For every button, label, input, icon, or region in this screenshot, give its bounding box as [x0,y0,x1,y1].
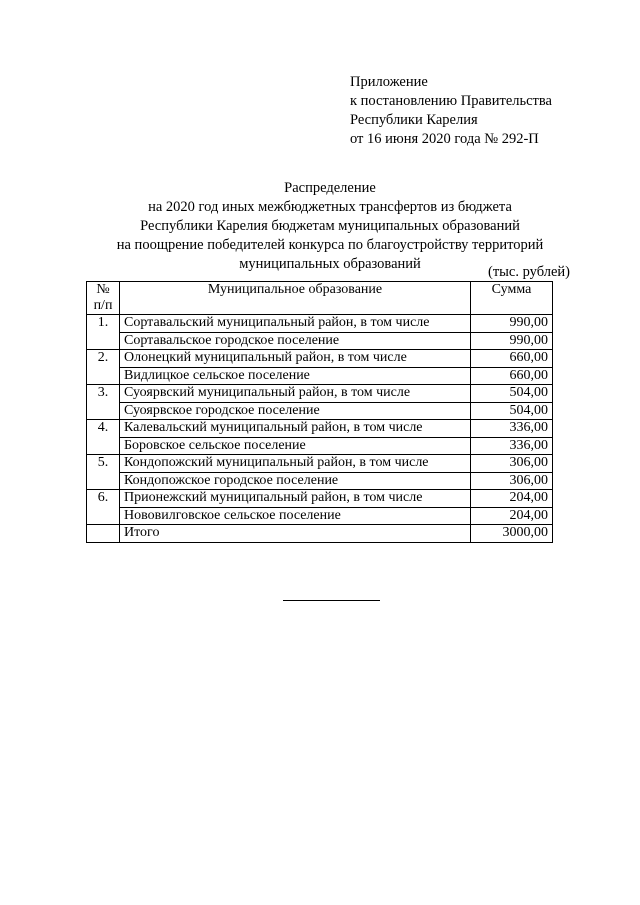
municipality-name: Видлицкое сельское поселение [120,367,471,385]
municipality-name: Олонецкий муниципальный район, в том числе [120,350,471,368]
amount-cell: 660,00 [471,350,553,368]
municipality-name: Суоярвское городское поселение [120,402,471,420]
row-number: 1. [87,315,120,350]
municipality-name: Боровское сельское поселение [120,437,471,455]
units-label: (тыс. рублей) [488,264,570,280]
header-sum: Сумма [471,282,553,315]
header-municipality: Муниципальное образование [120,282,471,315]
amount-cell: 204,00 [471,490,553,508]
total-row [87,525,553,543]
table-row [87,420,553,438]
amount-cell: 336,00 [471,437,553,455]
amount-cell: 306,00 [471,472,553,490]
amount-cell: 204,00 [471,507,553,525]
municipality-name: Сортавальский муниципальный район, в том числе [120,315,471,333]
table-row [87,437,553,455]
table-row [87,385,553,403]
table-row [87,472,553,490]
amount-cell: 660,00 [471,367,553,385]
distribution-table [86,281,553,543]
row-number: 2. [87,350,120,385]
document-title [0,179,640,274]
title-line: муниципальных образований [239,256,421,272]
table-row [87,402,553,420]
amount-cell: 306,00 [471,455,553,473]
table-row [87,315,553,333]
appendix-header [350,73,552,149]
table-row [87,332,553,350]
header-number [87,282,120,315]
amount-cell: 504,00 [471,385,553,403]
appendix-line: Приложение [350,74,428,90]
title-line: на поощрение победителей конкурса по благоустройству территорий [116,237,544,253]
municipality-name: Калевальский муниципальный район, в том числе [120,420,471,438]
total-label: Итого [120,525,471,543]
table-row [87,350,553,368]
table-body [87,315,553,543]
municipality-name: Сортавальское городское поселение [120,332,471,350]
amount-cell: 990,00 [471,332,553,350]
total-number-cell [87,525,120,543]
municipality-name: Суоярвский муниципальный район, в том числе [120,385,471,403]
separator-line [283,600,380,601]
table-row [87,490,553,508]
row-number: 3. [87,385,120,420]
amount-cell: 336,00 [471,420,553,438]
table-row [87,455,553,473]
municipality-name: Прионежский муниципальный район, в том числе [120,490,471,508]
row-number: 5. [87,455,120,490]
row-number: 6. [87,490,120,525]
row-number: 4. [87,420,120,455]
header-number-line2: п/п [93,298,113,313]
amount-cell: 990,00 [471,315,553,333]
amount-cell: 504,00 [471,402,553,420]
appendix-line: Республики Карелия [350,112,478,128]
municipality-name: Кондопожское городское поселение [120,472,471,490]
header-number-line1: № [96,282,110,297]
title-line: Распределение [284,180,376,196]
title-line: Республики Карелия бюджетам муниципальных образований [140,218,520,234]
appendix-line: от 16 июня 2020 года № 292-П [350,131,539,147]
table-row [87,367,553,385]
municipality-name: Нововилговское сельское поселение [120,507,471,525]
table-header-row [87,282,553,315]
title-line: на 2020 год иных межбюджетных трансфертов из бюджета [148,199,512,215]
appendix-line: к постановлению Правительства [350,93,552,109]
total-amount: 3000,00 [471,525,553,543]
municipality-name: Кондопожский муниципальный район, в том числе [120,455,471,473]
table-row [87,507,553,525]
